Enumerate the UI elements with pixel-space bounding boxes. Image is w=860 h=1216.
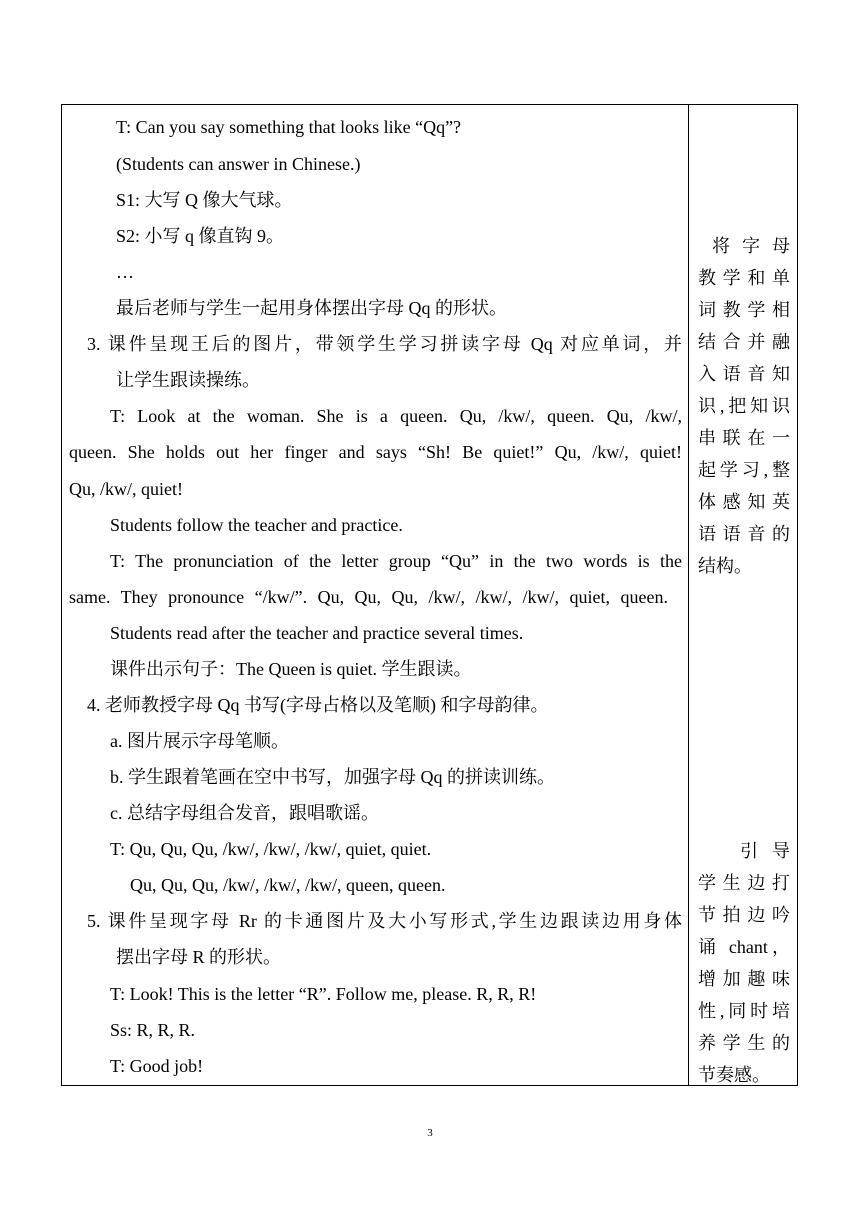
text-line: (Students can answer in Chinese.) — [116, 154, 361, 174]
side-note-line: 识,把知识 — [698, 396, 790, 416]
text-line: Qu, /kw/, quiet! — [69, 479, 183, 499]
text-line: 最后老师与学生一起用身体摆出字母 Qq 的形状。 — [116, 298, 507, 318]
text-line: queen. She holds out her finger and says “Sh! Be quiet!” Qu, /kw/, quiet! — [69, 442, 682, 462]
text-line: T: Good job! — [110, 1056, 204, 1076]
text-line: a. 图片展示字母笔顺。 — [110, 731, 289, 751]
text-line: c. 总结字母组合发音，跟唱歌谣。 — [110, 803, 379, 823]
text-line: T: Qu, Qu, Qu, /kw/, /kw/, /kw/, quiet, quiet. — [110, 839, 432, 859]
side-note-line: 体感知英 — [698, 492, 790, 512]
side-note-line: 串联在一 — [698, 428, 790, 448]
text-line: … — [116, 262, 134, 282]
side-note-line: 引 导 — [740, 841, 790, 861]
text-line: 3. 课件呈现王后的图片，带领学生学习拼读字母 Qq 对应单词，并 — [87, 334, 682, 354]
text-line: S1: 大写 Q 像大气球。 — [116, 190, 293, 210]
text-line: same. They pronounce “/kw/”. Qu, Qu, Qu, /kw/, /kw/, /kw/, quiet, queen. — [69, 587, 668, 607]
page-number: 3 — [427, 1127, 433, 1139]
side-note-line: 节奏感。 — [698, 1065, 770, 1085]
text-line: b. 学生跟着笔画在空中书写，加强字母 Qq 的拼读训练。 — [110, 767, 555, 787]
text-line: S2: 小写 q 像直钩 9。 — [116, 226, 285, 246]
side-note-line: 结构。 — [698, 556, 752, 576]
side-note-line: 增加趣味 — [698, 969, 790, 989]
side-note-line: 教学和单 — [698, 268, 790, 288]
text-line: Ss: R, R, R. — [110, 1020, 196, 1040]
text-line: 课件出示句子：The Queen is quiet. 学生跟读。 — [110, 659, 472, 679]
side-note-line: 诵 chant， — [698, 937, 790, 957]
text-line: T: The pronunciation of the letter group “Qu” in the two words is the — [110, 551, 682, 571]
side-note-line: 性,同时培 — [698, 1001, 790, 1021]
side-note-line: 节拍边吟 — [698, 905, 790, 925]
text-line: T: Can you say something that looks like “Qq”? — [116, 117, 462, 137]
side-note-line: 养学生的 — [698, 1033, 790, 1053]
side-note-line: 将 字 母 — [712, 236, 790, 256]
text-line: Qu, Qu, Qu, /kw/, /kw/, /kw/, queen, queen. — [130, 875, 446, 895]
side-note-line: 入语音知 — [698, 364, 790, 384]
text-line: 让学生跟读操练。 — [116, 370, 260, 390]
text-line: Students follow the teacher and practice. — [110, 515, 403, 535]
side-note-line: 起学习,整 — [698, 460, 790, 480]
text-line: 4. 老师教授字母 Qq 书写(字母占格以及笔顺) 和字母韵律。 — [87, 695, 549, 715]
side-note-line: 结合并融 — [698, 332, 790, 352]
text-line: 摆出字母 R 的形状。 — [116, 947, 282, 967]
text-line: T: Look! This is the letter “R”. Follow me, please. R, R, R! — [110, 984, 537, 1004]
side-note-line: 语语音的 — [698, 524, 790, 544]
text-line: Students read after the teacher and practice several times. — [110, 623, 524, 643]
side-note-line: 词教学相 — [698, 300, 790, 320]
column-divider — [688, 104, 689, 1086]
text-line: T: Look at the woman. She is a queen. Qu, /kw/, queen. Qu, /kw/, — [110, 406, 682, 426]
side-note-line: 学生边打 — [698, 873, 790, 893]
text-line: 5. 课件呈现字母 Rr 的卡通图片及大小写形式,学生边跟读边用身体 — [87, 911, 682, 931]
